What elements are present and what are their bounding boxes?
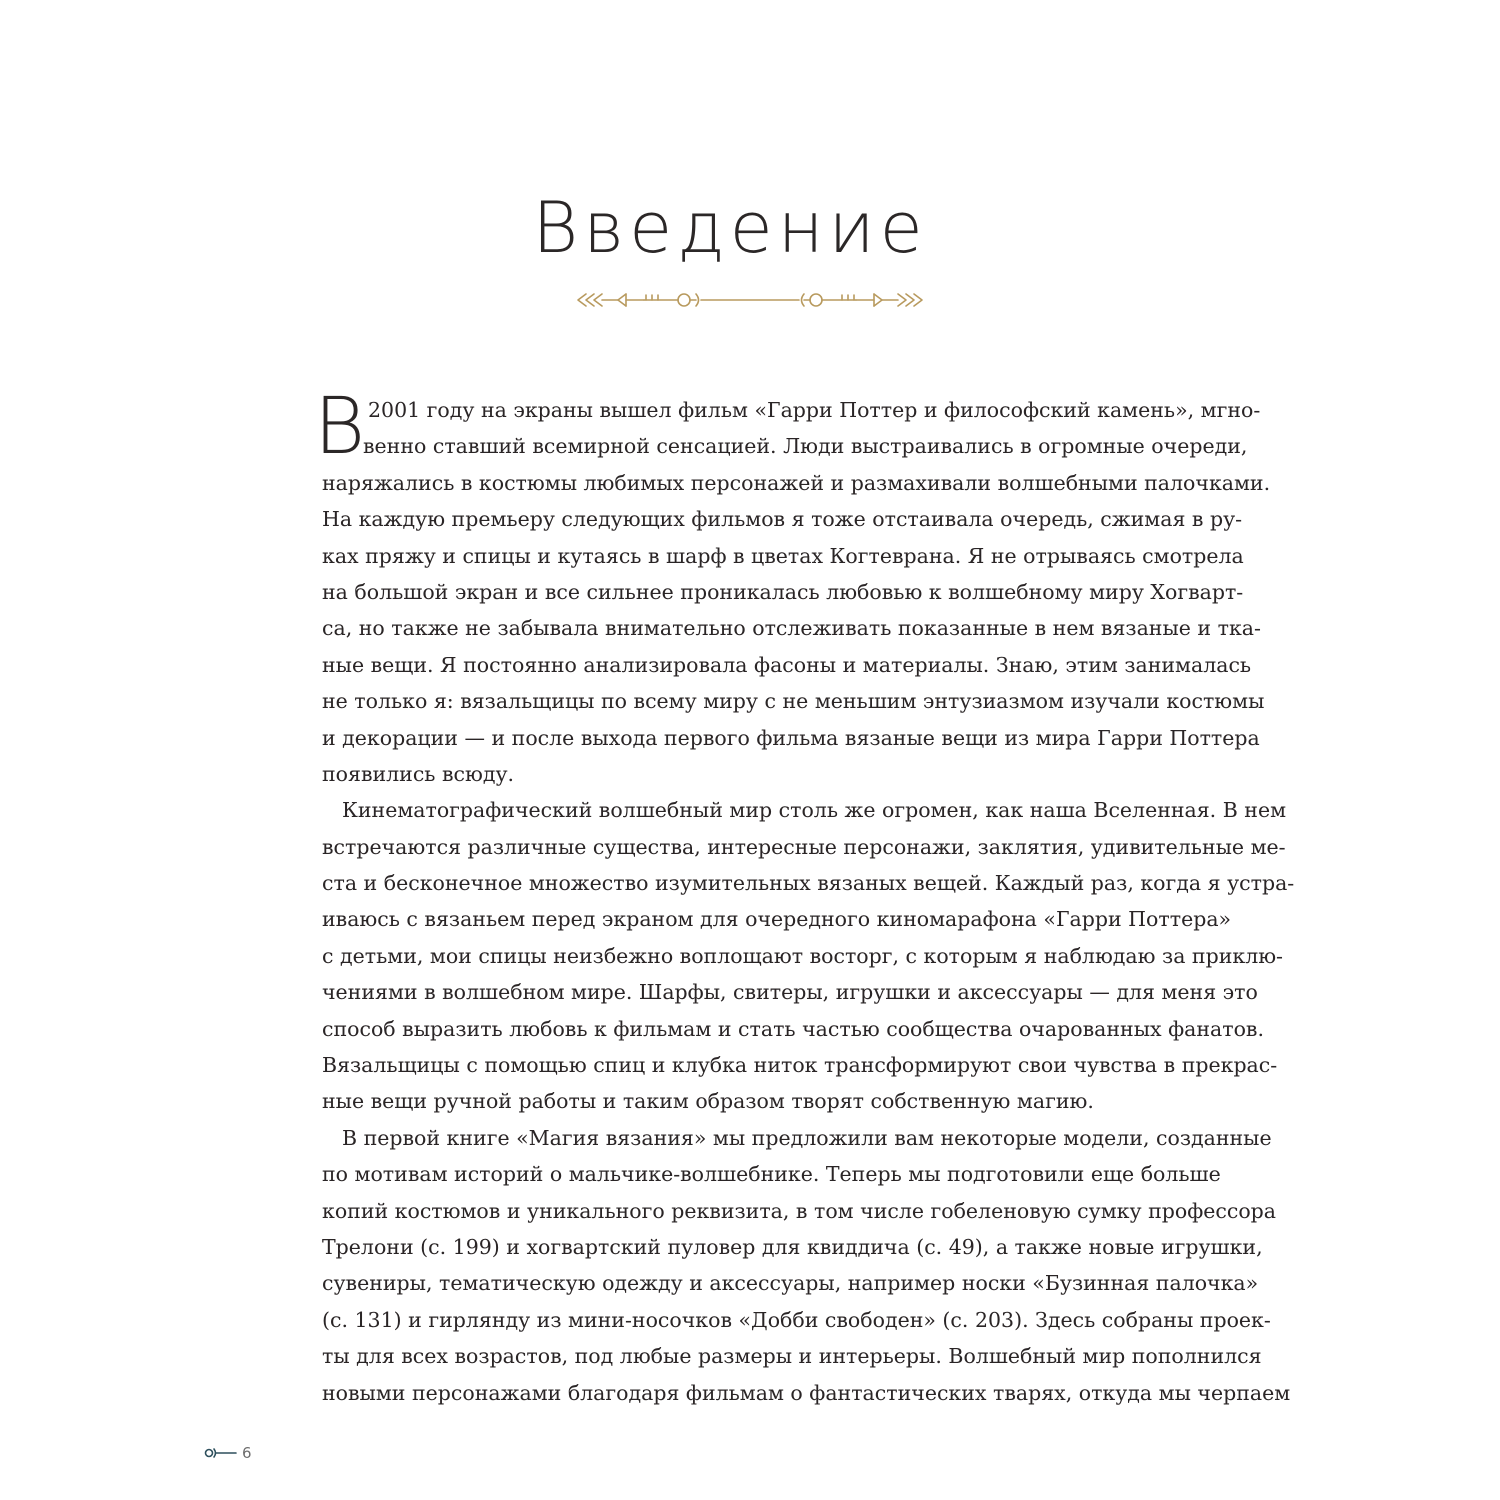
- text-line: наряжались в костюмы любимых персонажей и размахивали волшебными палочками.: [322, 470, 1271, 495]
- text-line: Кинематографический волшебный мир столь же огромен, как наша Вселенная. В нем: [342, 798, 1287, 823]
- text-line: ные вещи. Я постоянно анализировала фасоны и материалы. Знаю, этим занималась: [322, 652, 1252, 677]
- text-line: способ выразить любовь к фильмам и стать частью сообщества очарованных фанатов.: [322, 1016, 1264, 1041]
- text-line: На каждую премьеру следующих фильмов я тоже отстаивала очередь, сжимая в ру-: [322, 507, 1243, 532]
- drop-cap: В: [314, 382, 366, 472]
- text-line: ста и бесконечное множество изумительных вязаных вещей. Каждый раз, когда я устра-: [322, 871, 1295, 896]
- text-line: ты для всех возрастов, под любые размеры и интерьеры. Волшебный мир пополнился: [322, 1344, 1262, 1369]
- text-line: по мотивам историй о мальчике-волшебнике. Теперь мы подготовили еще больше: [322, 1162, 1221, 1187]
- page-footer: [204, 1444, 284, 1464]
- text-line: иваюсь с вязаньем перед экраном для очередного киномарафона «Гарри Поттера»: [322, 907, 1232, 932]
- page-title: Введение: [532, 187, 928, 269]
- text-line: Трелони (с. 199) и хогвартский пуловер для квиддича (с. 49), а также новые игрушки,: [322, 1234, 1263, 1259]
- text-line: ках пряжу и спицы и кутаясь в шарф в цветах Когтеврана. Я не отрываясь смотрела: [322, 543, 1244, 568]
- text-line: с детьми, мои спицы неизбежно воплощают восторг, с которым я наблюдаю за приклю-: [322, 943, 1283, 968]
- text-line: 2001 году на экраны вышел фильм «Гарри Поттер и философский камень», мгно-: [368, 398, 1261, 422]
- text-line: чениями в волшебном мире. Шарфы, свитеры, игрушки и аксессуары — для меня это: [322, 980, 1258, 1005]
- text-line: В первой книге «Магия вязания» мы предложили вам некоторые модели, созданные: [342, 1125, 1272, 1150]
- text-line: и декорации — и после выхода первого фильма вязаные вещи из мира Гарри Поттера: [322, 725, 1260, 750]
- body-text: [322, 392, 1295, 1411]
- text-line: венно ставший всемирной сенсацией. Люди выстраивались в огромные очереди,: [363, 434, 1248, 459]
- text-line: не только я: вязальщицы по всему миру с не меньшим энтузиазмом изучали костюмы: [322, 689, 1265, 714]
- text-line: на большой экран и все сильнее проникалась любовью к волшебному миру Хогварт-: [322, 579, 1244, 604]
- page-number: 6: [242, 1444, 252, 1462]
- text-line: са, но также не забывала внимательно отслеживать показанные в нем вязаные и тка-: [322, 616, 1261, 641]
- text-line: появились всюду.: [322, 761, 515, 786]
- arrow-ornament-divider: [570, 286, 930, 314]
- key-ornament-icon: [204, 1446, 238, 1460]
- text-line: новыми персонажами благодаря фильмам о фантастических тварях, откуда мы черпаем: [322, 1380, 1291, 1405]
- text-line: копий костюмов и уникального реквизита, в том числе гобеленовую сумку профессора: [322, 1198, 1277, 1223]
- text-line: встречаются различные существа, интересные персонажи, заклятия, удивительные ме-: [322, 834, 1286, 859]
- text-line: (с. 131) и гирлянду из мини-носочков «Добби свободен» (с. 203). Здесь собраны проек-: [322, 1307, 1271, 1332]
- text-line: сувениры, тематическую одежду и аксессуары, например носки «Бузинная палочка»: [322, 1271, 1259, 1296]
- text-line: Вязальщицы с помощью спиц и клубка ниток трансформируют свои чувства в прекрас-: [322, 1053, 1278, 1078]
- text-line: ные вещи ручной работы и таким образом творят собственную магию.: [322, 1089, 1094, 1114]
